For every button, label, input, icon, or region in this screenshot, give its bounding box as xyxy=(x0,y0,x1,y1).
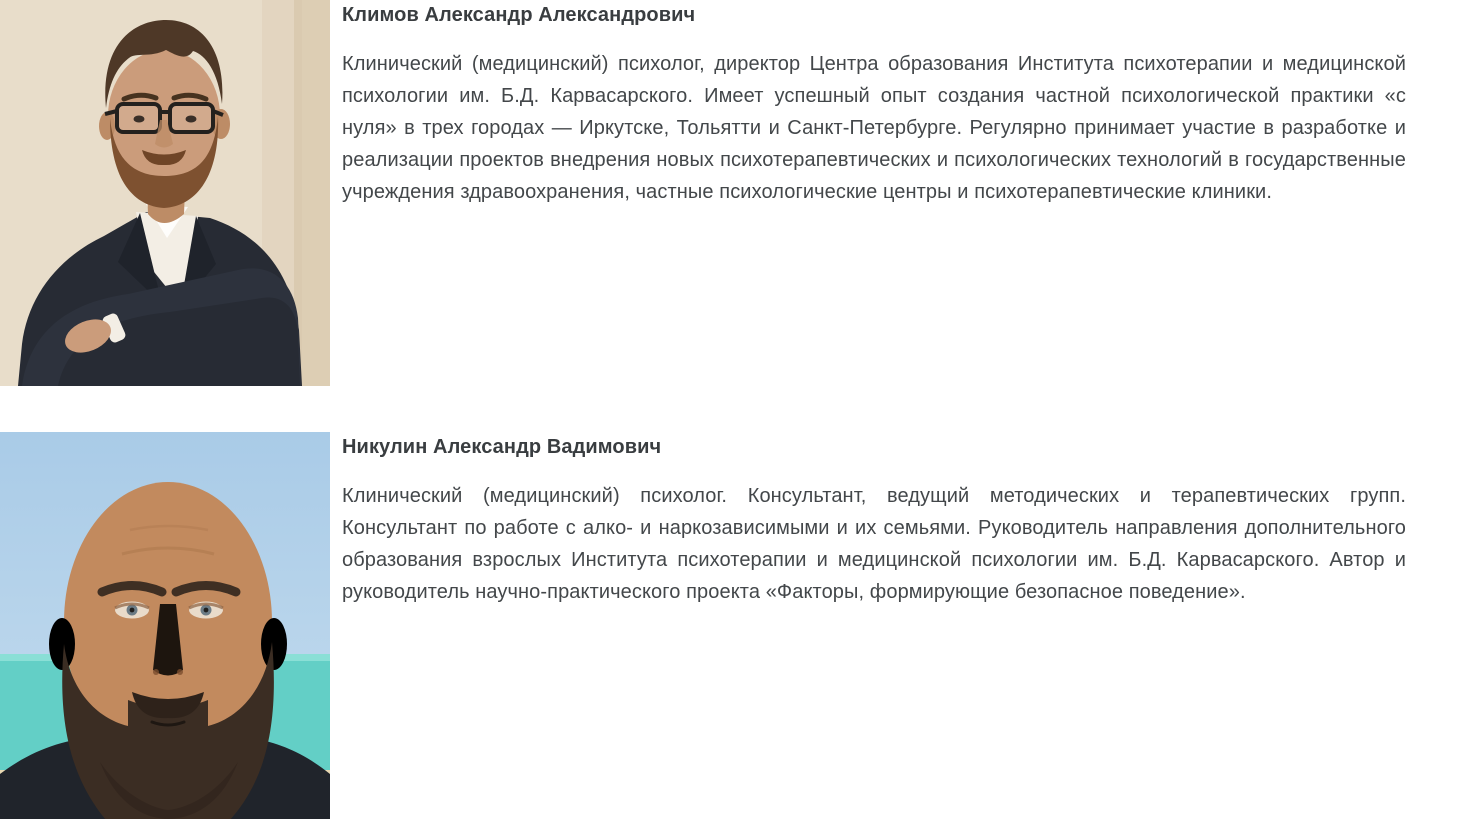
nikulin-photo xyxy=(0,432,330,819)
ear-right xyxy=(261,618,287,670)
eye-right xyxy=(186,116,197,123)
profile-card-klimov xyxy=(0,0,1473,386)
klimov-portrait-illustration xyxy=(0,0,330,386)
profile-name: Климов Александр Александрович xyxy=(342,4,696,26)
profile-name: Никулин Александр Вадимович xyxy=(342,436,662,458)
nostril-left xyxy=(153,669,159,675)
nostril-right xyxy=(177,669,183,675)
profile-card-nikulin xyxy=(0,432,1473,819)
profile-info xyxy=(342,432,1406,608)
eye-left xyxy=(134,116,145,123)
profile-bio: Клинический (медицинский) психолог, директор Центра образования Института психотерапии и медицинской психологии им. Б.Д. Карвасарского. Имеет успешный опыт создания частной психологической практики «с нуля» в трех городах — Иркутске, Тольятти и Санкт-Петербурге. Регулярно принимает участие в разработке и реализации проектов внедрения новых психотерапевтических и психологических технологий в государственные учреждения здравоохранения, частные психологические центры и психотерапевтические клиники. xyxy=(342,53,1406,203)
klimov-photo xyxy=(0,0,330,386)
nikulin-portrait-illustration xyxy=(0,432,330,819)
profile-info xyxy=(342,0,1406,208)
ear-left xyxy=(49,618,75,670)
profile-bio: Клинический (медицинский) психолог. Консультант, ведущий методических и терапевтических групп. Консультант по работе с алко- и наркозависимыми и их семьями. Руководитель направления дополнительного образования взрослых Института психотерапии и медицинской психологии им. Б.Д. Карвасарского. Автор и руководитель научно-практического проекта «Факторы, формирующие безопасное поведение». xyxy=(342,485,1406,603)
